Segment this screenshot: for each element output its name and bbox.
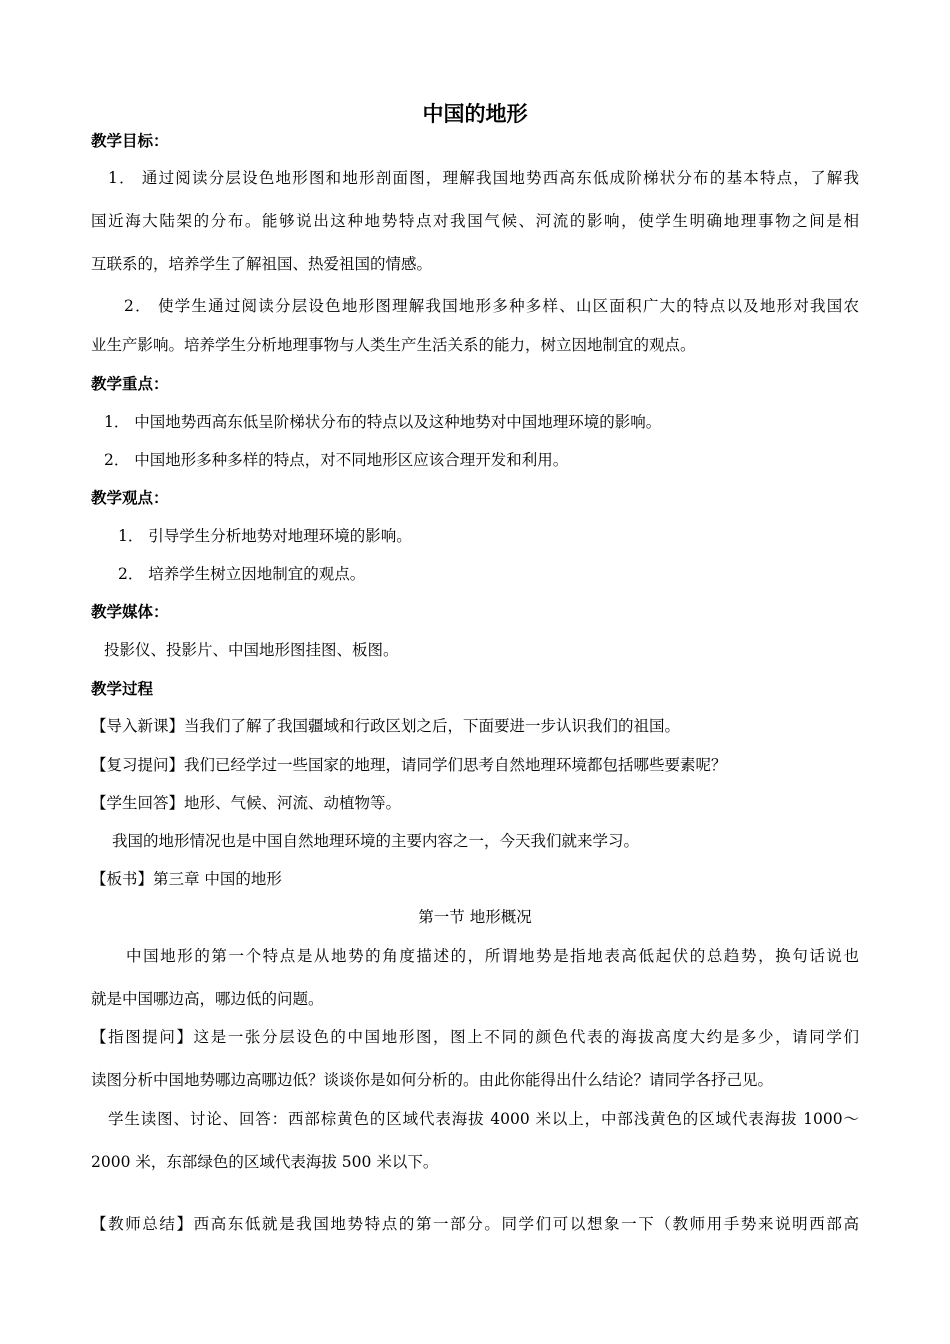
feature-line-2: 就是中国哪边高，哪边低的问题。 xyxy=(91,990,324,1008)
summary-paragraph: 【教师总结】西高东低就是我国地势特点的第一部分。同学们可以想象一下（教师用手势来说明西部高 xyxy=(91,1215,859,1233)
objectives-heading: 教学目标： xyxy=(91,132,169,150)
statement-paragraph: 我国的地形情况也是中国自然地理环境的主要内容之一，今天我们就来学习。 xyxy=(112,832,640,850)
objective-2-line-2: 业生产影响。培养学生分析地理事物与人类生产生活关系的能力，树立因地制宜的观点。 xyxy=(91,336,696,354)
document-title: 中国的地形 xyxy=(422,102,528,126)
view-1: 1． 引导学生分析地势对地理环境的影响。 xyxy=(118,527,412,545)
objective-1-line-2: 国近海大陆架的分布。能够说出这种地势特点对我国气候、河流的影响，使学生明确地理事物之间是相 xyxy=(91,212,859,230)
intro-paragraph: 【导入新课】当我们了解了我国疆域和行政区划之后，下面要进一步认识我们的祖国。 xyxy=(91,717,681,735)
objective-1-line-3: 互联系的，培养学生了解祖国、热爱祖国的情感。 xyxy=(91,255,433,273)
key-points-heading: 教学重点： xyxy=(91,375,169,393)
objective-2-line-1: 2． 使学生通过阅读分层设色地形图理解我国地形多种多样、山区面积广大的特点以及地形对我国农 xyxy=(124,297,859,315)
student-answer-paragraph: 【学生回答】地形、气候、河流、动植物等。 xyxy=(91,794,402,812)
views-heading: 教学观点： xyxy=(91,489,169,507)
key-point-2: 2． 中国地形多种多样的特点，对不同地形区应该合理开发和利用。 xyxy=(104,451,569,469)
section-title: 第一节 地形概况 xyxy=(418,908,532,926)
objective-1-line-1: 1． 通过阅读分层设色地形图和地形剖面图，理解我国地势西高东低成阶梯状分布的基本特点，了解我 xyxy=(108,169,859,187)
process-heading: 教学过程 xyxy=(91,680,154,698)
board-paragraph: 【板书】第三章 中国的地形 xyxy=(91,870,282,888)
feature-line-1: 中国地形的第一个特点是从地势的角度描述的，所谓地势是指地表高低起伏的总趋势，换句话说也 xyxy=(126,947,859,965)
media-text: 投影仪、投影片、中国地形图挂图、板图。 xyxy=(104,641,399,659)
reading-line-2: 2000 米，东部绿色的区域代表海拔 500 米以下。 xyxy=(91,1153,439,1171)
view-2: 2． 培养学生树立因地制宜的观点。 xyxy=(118,565,366,583)
key-point-1: 1． 中国地势西高东低呈阶梯状分布的特点以及这种地势对中国地理环境的影响。 xyxy=(104,413,662,431)
media-heading: 教学媒体： xyxy=(91,603,169,621)
review-paragraph: 【复习提问】我们已经学过一些国家的地理，请同学们思考自然地理环境都包括哪些要素呢？ xyxy=(91,756,727,774)
map-question-line-2: 读图分析中国地势哪边高哪边低？谈谈你是如何分析的。由此你能得出什么结论？请同学各抒己见。 xyxy=(91,1071,774,1089)
map-question-line-1: 【指图提问】这是一张分层设色的中国地形图，图上不同的颜色代表的海拔高度大约是多少，请同学们 xyxy=(91,1028,859,1046)
reading-line-1: 学生读图、讨论、回答：西部棕黄色的区域代表海拔 4000 米以上，中部浅黄色的区域代表海拔 1000～ xyxy=(108,1110,859,1128)
